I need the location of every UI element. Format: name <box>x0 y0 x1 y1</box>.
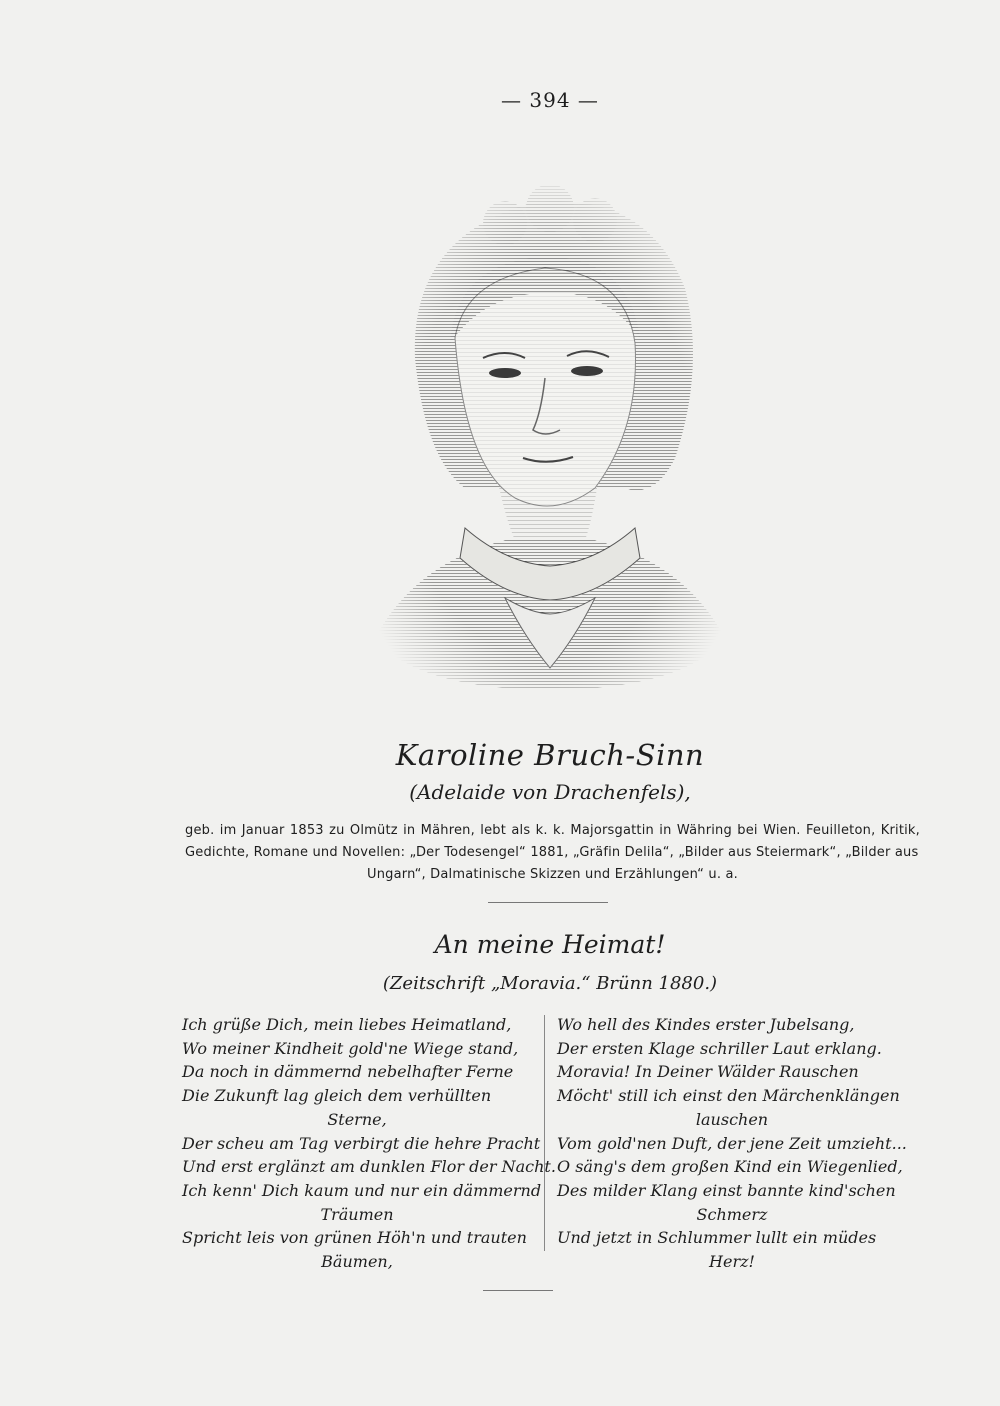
poem-line: Vom gold'nen Duft, der jene Zeit umzieht... <box>557 1133 907 1153</box>
poem-line: Und jetzt in Schlummer lullt ein müdes <box>557 1228 877 1248</box>
poem-line: Die Zukunft lag gleich dem verhüllten <box>182 1086 492 1106</box>
biography-text: geb. im Januar 1853 zu Olmütz in Mähren, lebt als k. k. Majorsgattin in Währing bei Wien. Feuilleton, Kritik, Gedichte, Romane und Novellen: „Der Todesengel“ 1881, „Gräfin Delila“, „Bilder aus Steiermark“, „Bilder aus <box>185 823 920 860</box>
poem-line: Möcht' still ich einst den Märchenklängen <box>557 1086 900 1106</box>
section-divider-rule <box>488 902 608 903</box>
poem-line: Wo meiner Kindheit gold'ne Wiege stand, <box>182 1038 519 1058</box>
end-divider-rule <box>483 1290 553 1291</box>
poem-column-right <box>557 1013 907 1274</box>
poem-line-turnover: Schmerz <box>696 1204 768 1224</box>
poem-line: Des milder Klang einst bannte kind'schen <box>557 1180 896 1200</box>
author-pseudonym: (Adelaide von Drachenfels), <box>409 780 691 804</box>
poem-line-turnover: Herz! <box>709 1252 755 1272</box>
poem-line: O säng's dem großen Kind ein Wiegenlied, <box>557 1157 903 1177</box>
author-biography <box>185 820 920 886</box>
poem-line: Der ersten Klage schriller Laut erklang. <box>557 1038 882 1058</box>
poem-source: (Zeitschrift „Moravia.“ Brünn 1880.) <box>382 973 718 994</box>
poem-line: Der scheu am Tag verbirgt die hehre Pracht <box>182 1133 541 1153</box>
poem-column-left <box>182 1013 556 1274</box>
poem-line: Spricht leis von grünen Höh'n und trauten <box>182 1228 527 1248</box>
poem-line: Ich kenn' Dich kaum und nur ein dämmernd <box>182 1180 542 1200</box>
poem-line: Ich grüße Dich, mein liebes Heimatland, <box>182 1015 512 1034</box>
poem-line: Wo hell des Kindes erster Jubelsang, <box>557 1015 855 1034</box>
poem-line-turnover: Träumen <box>320 1204 394 1224</box>
poem-line-turnover: Sterne, <box>327 1109 387 1129</box>
author-portrait-engraving <box>355 168 745 693</box>
poem-line: Moravia! In Deiner Wälder Rauschen <box>557 1062 859 1082</box>
author-name: Karoline Bruch-Sinn <box>395 738 705 772</box>
poem-line: Und erst erglänzt am dunklen Flor der Nacht. <box>182 1157 556 1177</box>
poem-line-turnover: lauschen <box>695 1109 769 1129</box>
column-divider <box>544 1015 545 1251</box>
poem-line-turnover: Bäumen, <box>321 1252 393 1272</box>
page-number: — 394 — <box>501 88 599 112</box>
poem-line: Da noch in dämmernd nebelhafter Ferne <box>182 1062 514 1082</box>
poem-title: An meine Heimat! <box>434 930 666 959</box>
biography-text-end: Ungarn“, Dalmatinische Skizzen und Erzählungen“ u. a. <box>366 867 738 882</box>
